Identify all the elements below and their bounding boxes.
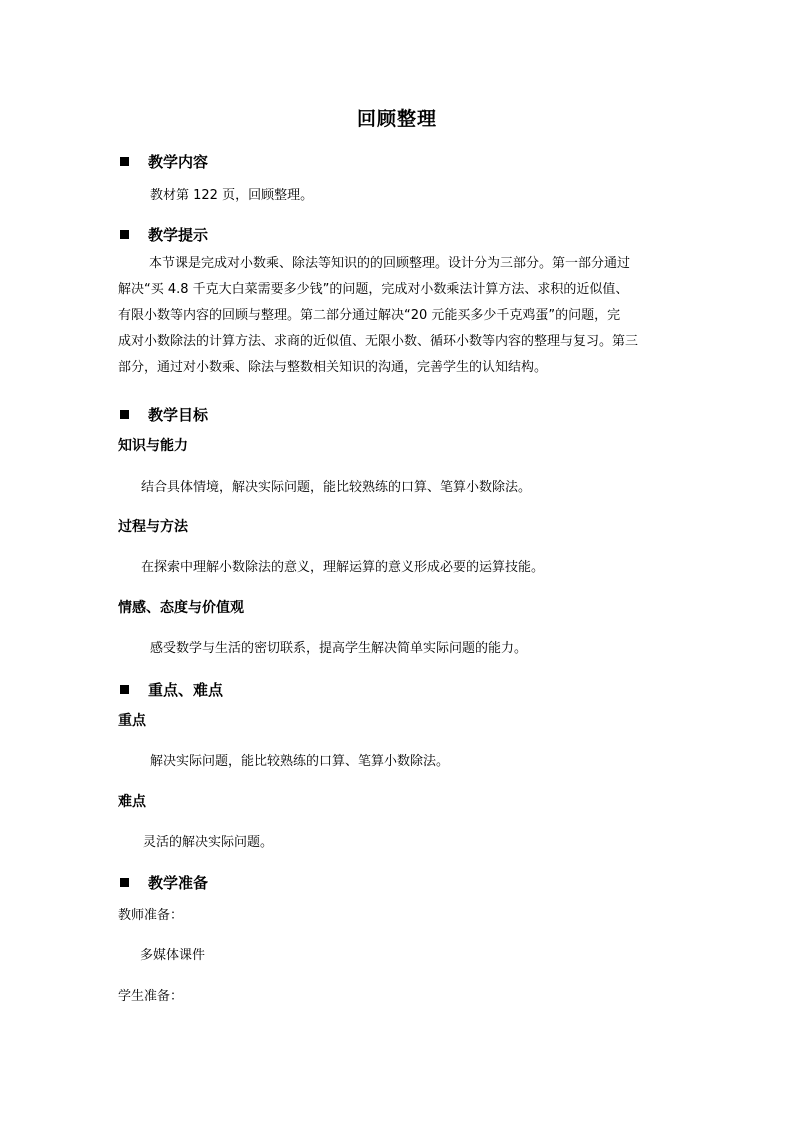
hint-line: 部分，通过对小数乘、除法与整数相关知识的沟通，完善学生的认知结构。 [118,360,548,375]
square-bullet-icon [120,157,129,166]
square-bullet-icon [120,230,129,239]
difficult-heading: 难点 [118,794,146,810]
knowledge-text: 结合具体情境，解决实际问题，能比较熟练的口算、笔算小数除法。 [141,480,532,495]
section-heading-goals [120,404,208,425]
square-bullet-icon [120,685,129,694]
square-bullet-icon [120,410,129,419]
emotion-heading: 情感、态度与价值观 [118,600,244,616]
teacher-prep-label: 教师准备： [118,908,184,923]
section-heading-label: 教学准备 [148,874,209,892]
section-heading-key-points [120,679,223,700]
section-heading-content [120,151,208,172]
key-heading: 重点 [118,713,146,729]
square-bullet-icon [120,878,129,887]
teacher-prep-item: 多媒体课件 [140,948,206,963]
section-heading-label: 重点、难点 [148,681,224,699]
hint-line: 成对小数除法的计算方法、求商的近似值、无限小数、循环小数等内容的整理与复习。第三 [118,334,639,349]
key-text: 解决实际问题，能比较熟练的口算、笔算小数除法。 [150,754,450,769]
section-heading-preparation [120,872,208,893]
student-prep-label: 学生准备： [118,989,184,1004]
section-heading-label: 教学目标 [148,406,209,424]
section-heading-label: 教学内容 [148,153,209,171]
emotion-text: 感受数学与生活的密切联系，提高学生解决简单实际问题的能力。 [150,641,528,656]
difficult-text: 灵活的解决实际问题。 [143,835,274,850]
hint-line: 有限小数等内容的回顾与整理。第二部分通过解决“20 元能买多少千克鸡蛋”的问题，完 [118,308,621,323]
hint-line: 本节课是完成对小数乘、除法等知识的的回顾整理。设计分为三部分。第一部分通过 [149,256,631,271]
process-text: 在探索中理解小数除法的意义，理解运算的意义形成必要的运算技能。 [141,560,545,575]
hint-line: 解决“买 4.8 千克大白菜需要多少钱”的问题，完成对小数乘法计算方法、求积的近似值、 [118,282,629,297]
textbook-reference: 教材第 122 页，回顾整理。 [150,188,314,203]
hint-paragraph [118,251,678,381]
section-heading-label: 教学提示 [148,226,209,244]
process-heading: 过程与方法 [118,519,188,535]
knowledge-heading: 知识与能力 [118,438,188,454]
page-title: 回顾整理 [356,108,437,130]
section-heading-hint [120,224,208,245]
